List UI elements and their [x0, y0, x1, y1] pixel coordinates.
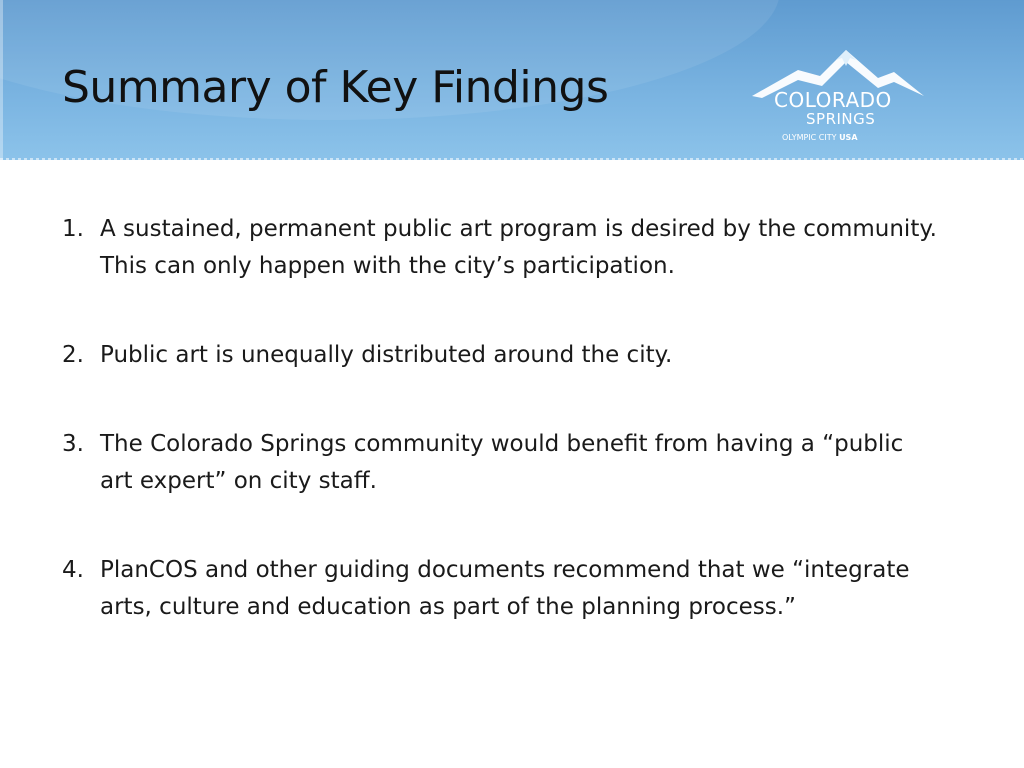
finding-text: A sustained, permanent public art program is desired by the community. This can only happen with the city’s participation. [100, 216, 937, 279]
slide-title: Summary of Key Findings [62, 62, 609, 113]
logo-springs-text: SPRINGS [806, 110, 876, 128]
logo-tagline-suffix: USA [839, 133, 858, 142]
logo-tagline-prefix: OLYMPIC CITY [782, 133, 837, 142]
key-findings-list [62, 211, 942, 678]
finding-text: The Colorado Springs community would benefit from having a “public art expert” on city staff. [100, 431, 904, 494]
finding-text: Public art is unequally distributed around the city. [100, 342, 673, 368]
banner-left-edge [0, 0, 3, 160]
finding-number: 2. [62, 342, 84, 368]
finding-item [62, 337, 942, 374]
logo-tagline [782, 133, 858, 142]
finding-number: 4. [62, 557, 84, 583]
finding-number: 3. [62, 431, 84, 457]
finding-item [62, 426, 942, 500]
finding-item [62, 552, 942, 626]
colorado-springs-logo [752, 44, 924, 148]
logo-colorado-text: COLORADO [774, 88, 892, 112]
title-banner [0, 0, 1024, 160]
finding-item [62, 211, 942, 285]
finding-text: PlanCOS and other guiding documents recommend that we “integrate arts, culture and education as part of the planning process.” [100, 557, 910, 620]
banner-bottom-edge [0, 158, 1024, 160]
finding-number: 1. [62, 216, 84, 242]
